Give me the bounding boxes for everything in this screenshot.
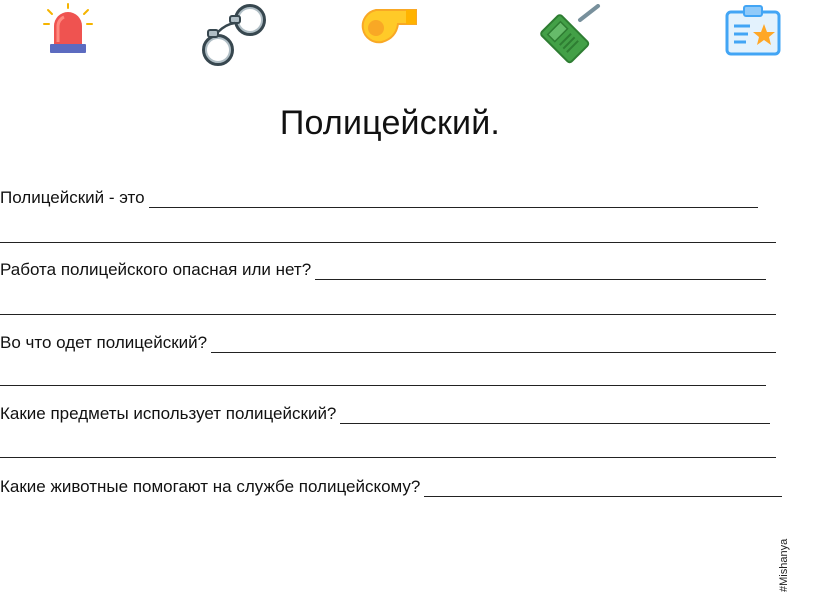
question-label: Полицейский - это [0, 188, 145, 207]
question-2 [0, 260, 766, 280]
answer-line [340, 407, 770, 424]
question-4 [0, 404, 770, 424]
question-label: Во что одет полицейский? [0, 333, 208, 352]
answer-line [424, 480, 782, 497]
question-label: Работа полицейского опасная или нет? [0, 260, 312, 279]
whistle-icon [358, 2, 424, 50]
question-label: Какие предметы использует полицейский? [0, 404, 337, 423]
siren-light-icon [40, 2, 96, 58]
answer-line [0, 385, 766, 386]
question-5 [0, 477, 782, 497]
question-1 [0, 188, 758, 208]
question-label: Какие животные помогают на службе полицейскому? [0, 477, 421, 496]
answer-line [211, 336, 776, 353]
watermark: #Mishanya [778, 538, 790, 592]
answer-line [149, 191, 758, 208]
page-title: Полицейский. [279, 104, 501, 142]
id-badge-icon [724, 4, 782, 56]
handcuffs-icon [198, 2, 272, 70]
answer-line [0, 314, 776, 315]
walkie-talkie-icon [534, 4, 604, 64]
answer-line [0, 242, 776, 243]
answer-line [0, 457, 776, 458]
answer-line [315, 263, 766, 280]
question-3 [0, 333, 776, 353]
